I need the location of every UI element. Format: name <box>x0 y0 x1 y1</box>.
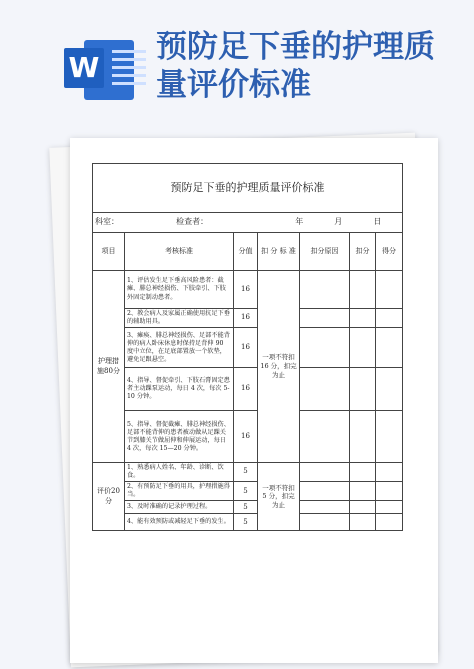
table-row <box>93 501 403 514</box>
deduct-reason-cell <box>300 514 350 531</box>
col-header-deduct-reason: 扣分原因 <box>300 233 350 271</box>
deduct-cell <box>350 501 376 514</box>
deduct-standard: 一项不符扣 16 分，扣完为止 <box>258 271 300 463</box>
col-header-deduct-standard: 扣 分 标 准 <box>258 233 300 271</box>
page-header <box>0 0 474 120</box>
criterion-text: 3、瘫痪、腓总神经损伤、足部不能背伸的病人卧床休息时保持足背伸 90 度中立位，在足底部置放一个软垫，避免足跟悬空。 <box>125 328 234 368</box>
col-header-deduct: 扣分 <box>350 233 376 271</box>
deduct-reason-cell <box>300 482 350 501</box>
total-cell <box>376 463 403 482</box>
dept-label: 科室： <box>95 217 119 227</box>
deduct-reason-cell <box>300 411 350 463</box>
deduct-cell <box>350 463 376 482</box>
table-row <box>93 328 403 368</box>
word-icon-line <box>112 82 146 85</box>
deduct-standard: 一项不符扣 5 分，扣完为止 <box>258 463 300 531</box>
criterion-score: 16 <box>234 368 258 411</box>
criterion-text: 2、教会病人及家属正确使用抗足下垂的辅助用具。 <box>125 309 234 328</box>
deduct-cell <box>350 271 376 309</box>
evaluation-form <box>92 163 402 531</box>
deduct-reason-cell <box>300 368 350 411</box>
year-label: 年 <box>295 217 304 227</box>
page-title: 预防足下垂的护理质量评价标准 <box>156 29 435 103</box>
word-icon-line <box>112 50 146 53</box>
total-cell <box>376 411 403 463</box>
document-title: 预防足下垂的护理质量评价标准 <box>93 164 403 213</box>
col-header-item: 项目 <box>93 233 125 271</box>
info-row <box>93 213 403 233</box>
deduct-cell <box>350 328 376 368</box>
deduct-reason-cell <box>300 309 350 328</box>
criterion-score: 5 <box>234 482 258 501</box>
word-icon-line <box>112 74 146 77</box>
word-icon-line <box>112 58 146 61</box>
deduct-reason-cell <box>300 501 350 514</box>
total-cell <box>376 482 403 501</box>
inspector-label: 检查者： <box>176 217 209 227</box>
total-cell <box>376 271 403 309</box>
criterion-score: 16 <box>234 411 258 463</box>
deduct-cell <box>350 482 376 501</box>
criterion-score: 16 <box>234 271 258 309</box>
table-row <box>93 411 403 463</box>
word-icon-line <box>112 66 146 69</box>
criterion-text: 4、指导、督促牵引、下肢石膏固定患者主动踝泵运动，每日 4 次，每次 5-10 分钟。 <box>125 368 234 411</box>
header-row <box>93 233 403 271</box>
deduct-cell <box>350 411 376 463</box>
criterion-text: 5、指导、督促截瘫、腓总神经损伤、足部不能背伸的患者被动做从足踝关节到膝关节做屈伸和伸展运动，每日 4 次，每次 15—20 分钟。 <box>125 411 234 463</box>
table-row <box>93 368 403 411</box>
deduct-cell <box>350 514 376 531</box>
evaluation-table <box>92 163 403 531</box>
total-cell <box>376 309 403 328</box>
total-cell <box>376 368 403 411</box>
col-header-total: 得分 <box>376 233 403 271</box>
deduct-reason-cell <box>300 328 350 368</box>
section-name: 护理措施80分 <box>93 271 125 463</box>
total-cell <box>376 514 403 531</box>
table-row <box>93 271 403 309</box>
table-row <box>93 309 403 328</box>
criterion-score: 5 <box>234 501 258 514</box>
word-icon-letter: W <box>64 48 104 88</box>
criterion-text: 1、评估发生足下垂高风险患者：截瘫、腓总神经损伤、下肢牵引、下肢外固定制动患者。 <box>125 271 234 309</box>
criterion-text: 4、能有效预防或减轻足下垂的发生。 <box>125 514 234 531</box>
criterion-score: 16 <box>234 309 258 328</box>
section-name: 评价20分 <box>93 463 125 531</box>
criterion-score: 16 <box>234 328 258 368</box>
col-header-criteria: 考核标准 <box>125 233 234 271</box>
criterion-score: 5 <box>234 463 258 482</box>
deduct-reason-cell <box>300 271 350 309</box>
table-row <box>93 482 403 501</box>
criterion-text: 3、及时准确的记录护理过程。 <box>125 501 234 514</box>
total-cell <box>376 328 403 368</box>
col-header-score: 分值 <box>234 233 258 271</box>
deduct-cell <box>350 309 376 328</box>
table-row <box>93 463 403 482</box>
deduct-cell <box>350 368 376 411</box>
total-cell <box>376 501 403 514</box>
month-label: 月 <box>334 217 343 227</box>
word-document-icon <box>64 34 134 100</box>
criterion-text: 1、熟悉病人姓名、年龄、诊断、饮食。 <box>125 463 234 482</box>
table-row <box>93 514 403 531</box>
deduct-reason-cell <box>300 463 350 482</box>
day-label: 日 <box>373 217 382 227</box>
criterion-score: 5 <box>234 514 258 531</box>
criterion-text: 2、有预防足下垂的用具，护理措施得当。 <box>125 482 234 501</box>
